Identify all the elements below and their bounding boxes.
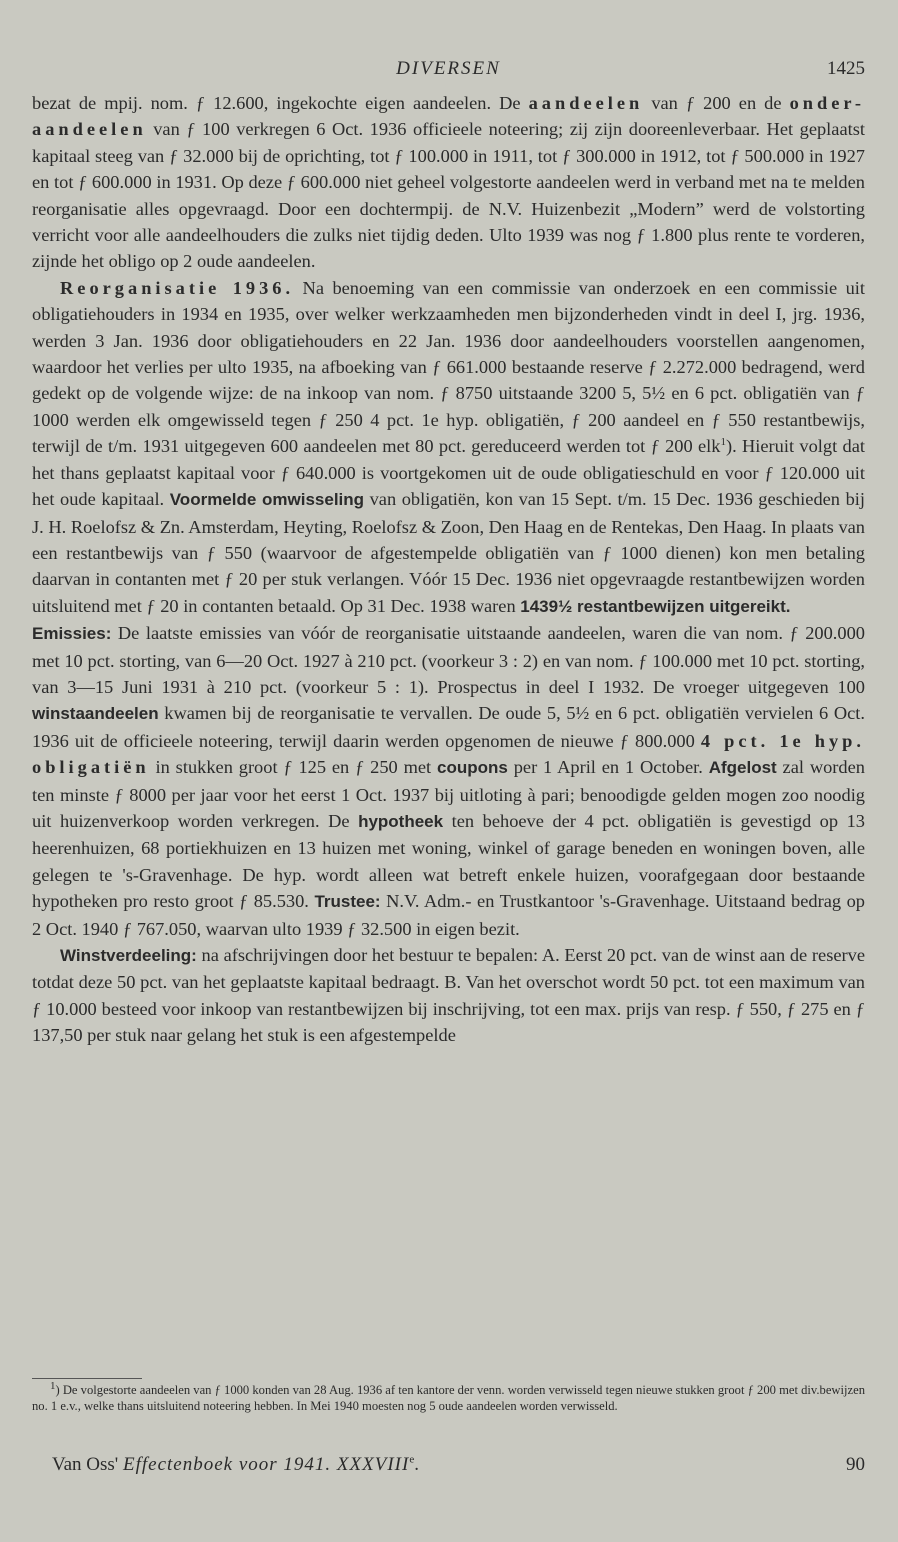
footnote-divider (32, 1378, 142, 1379)
sheet-number: 90 (846, 1454, 865, 1475)
bold-term-coupons: coupons (437, 758, 508, 778)
paragraph-winstverdeeling: Winstverdeeling: na afschrijvingen door het bestuur te bepalen: A. Eerst 20 pct. van de winst aan de reserve totdat deze 50 pct. van het geplaatste kapitaal bedraagt. B. Van het overschot wordt 50 pct. tot een maximum van ƒ 10.000 besteed voor inkoop van restantbewijzen bij inschrijving, tot een max. prijs van resp. ƒ 550, ƒ 275 en ƒ 137,50 per stuk naar gelang het stuk is een afgestempelde (32, 945, 865, 1046)
page-header (32, 58, 865, 88)
running-title: DIVERSEN (396, 58, 501, 79)
paragraph-shares: bezat de mpij. nom. ƒ 12.600, ingekochte eigen aandeelen. De aandeelen van ƒ 200 en de onder-aandeelen van ƒ 100 verkregen 6 Oct. 1936 officieele noteering; zij zijn dooreenleverbaar. Het geplaatst kapitaal steeg van ƒ 32.000 bij de oprichting, tot ƒ 100.000 in 1911, tot ƒ 300.000 in 1912, tot ƒ 500.000 in 1927 en tot ƒ 600.000 in 1931. Op deze ƒ 600.000 niet geheel volgestorte aandeelen werd in verband met na te melden reorganisatie alles opgevraagd. Door een dochtermpij. de N.V. Huizenbezit „Modern” werd de volstorting verricht voor alle aandeelhouders die zulks niet tijdig deden. Ulto 1939 was nog ƒ 1.800 plus rente te vorderen, zijnde het obligo op 2 oude aandeelen. (32, 93, 865, 272)
bold-term-omwisseling: Voormelde omwisseling (169, 490, 365, 510)
spaced-term-onder-aandeelen: onder-aandeelen (32, 93, 865, 140)
footnote-text: ) De volgestorte aandeelen van ƒ 1000 konden van 28 Aug. 1936 af ten kantore der venn. worden verwisseld tegen nieuwe stukken groot ƒ 200 met div.bewijzen no. 1 e.v., welke thans uitsluitend noteering hebben. In Mei 1940 moesten nog 5 oude aandeelen worden verwisseld. (32, 1383, 866, 1413)
page-number: 1425 (827, 58, 865, 79)
bold-term-trustee: Trustee: (314, 892, 381, 912)
heading-reorganisatie: Reorganisatie 1936. (60, 277, 295, 298)
footnote-marker: 1 (50, 1379, 56, 1392)
footer-publisher: Van Oss' Effectenboek voor 1941. XXXVIIIe. (52, 1453, 419, 1475)
body-text (32, 90, 865, 1049)
footnote (32, 1379, 866, 1414)
spaced-term-obligatien: 4 pct. 1e hyp. obligatiën (32, 730, 865, 778)
footer-book-title: Effectenboek voor 1941. XXXVIII (122, 1454, 410, 1475)
footer-book-sup: e (409, 1453, 415, 1466)
footnote-ref: 1 (720, 436, 726, 449)
bold-term-hypotheek: hypotheek (358, 811, 444, 831)
bold-term-restantbewijzen: 1439½ restantbewijzen uitgereikt. (520, 596, 791, 616)
heading-emissies: Emissies: (32, 624, 112, 644)
paragraph-reorganisatie: Reorganisatie 1936. Na benoeming van een commissie van onderzoek en een commissie uit obligatiehouders in 1934 en 1935, over welker werkzaamheden men bijzonderheden vindt in deel I, jrg. 1936, werden 3 Jan. 1936 door obligatiehouders en 22 Jan. 1936 door aandeelhouders voorstellen aangenomen, waardoor het verlies per ulto 1935, na afboeking van ƒ 661.000 bestaande reserve ƒ 2.272.000 bedragend, werd gedekt op de volgende wijze: de na inkoop van nom. ƒ 8750 uitstaande 3200 5, 5½ en 6 pct. obligatiën van ƒ 1000 werden elk omgewisseld tegen ƒ 250 4 pct. 1e hyp. obligatiën, ƒ 200 aandeel en ƒ 550 restantbewijs, terwijl de t/m. 1931 uitgegeven 600 aandeelen met 80 pct. gereduceerd werden tot ƒ 200 elk$^1$). Hieruit volgt dat het thans geplaatst kapitaal voor ƒ 640.000 is voortgekomen uit de oude obligatieschuld en voor ƒ 120.000 uit het oude kapitaal. Voormelde omwisseling van obligatiën, kon van 15 Sept. t/m. 15 Dec. 1936 geschieden bij J. H. Roelofsz & Zn. Amsterdam, Heyting, Roelofsz & Zoon, Den Haag en de Rentekas, Den Haag. In plaats van een restantbewijs van ƒ 550 (waarvoor de afgestempelde obligatiën van ƒ 1000 dienen) kon men betaling daarvan in contanten met ƒ 20 per stuk verlangen. Vóór 15 Dec. 1936 niet opgevraagde restantbewijzen worden uitsluitend met ƒ 20 in contanten betaald. Op 31 Dec. 1938 waren 1439½ restantbewijzen uitgereikt. (32, 277, 865, 616)
paragraph-emissies: Emissies: De laatste emissies van vóór de reorganisatie uitstaande aandeelen, waren die van nom. ƒ 200.000 met 10 pct. storting, van 6—20 Oct. 1927 à 210 pct. (voorkeur 3 : 2) en van nom. ƒ 100.000 met 10 pct. storting, van 3—15 Juni 1931 à 210 pct. (voorkeur 5 : 1). Prospectus in deel I 1932. De vroeger uitgegeven 100 winstaandeelen kwamen bij de reorganisatie te vervallen. De oude 5, 5½ en 6 pct. obligatiën vervielen 6 Oct. 1936 uit de officieele noteering, terwijl daarin werden opgenomen de nieuwe ƒ 800.000 4 pct. 1e hyp. obligatiën in stukken groot ƒ 125 en ƒ 250 met coupons per 1 April en 1 October. Afgelost zal worden ten minste ƒ 8000 per jaar voor het eerst 1 Oct. 1937 bij uitloting à pari; benoodigde gelden mogen zoo noodig uit huizenverkoop worden verkregen. De hypotheek ten behoeve der 4 pct. obligatiën is gevestigd op 13 heerenhuizen, 68 portiekhuizen en 13 huizen met woning, winkel of garage beneden en woningen boven, alle gelegen te 's-Gravenhage. De hyp. wordt alleen wat betreft enkele huizen, voorafgegaan door bestaande hypotheken pro resto groot ƒ 85.530. Trustee: N.V. Adm.- en Trustkantoor 's-Gravenhage. Uitstaand bedrag op 2 Oct. 1940 ƒ 767.050, waarvan ulto 1939 ƒ 32.500 in eigen bezit. (32, 623, 865, 939)
bold-term-afgelost: Afgelost (708, 758, 777, 778)
page-footer (32, 1454, 865, 1484)
heading-winstverdeeling: Winstverdeeling: (60, 946, 197, 965)
bold-term-winstaandeelen: winstaandeelen (32, 704, 159, 724)
spaced-term-aandeelen: aandeelen (528, 93, 644, 113)
